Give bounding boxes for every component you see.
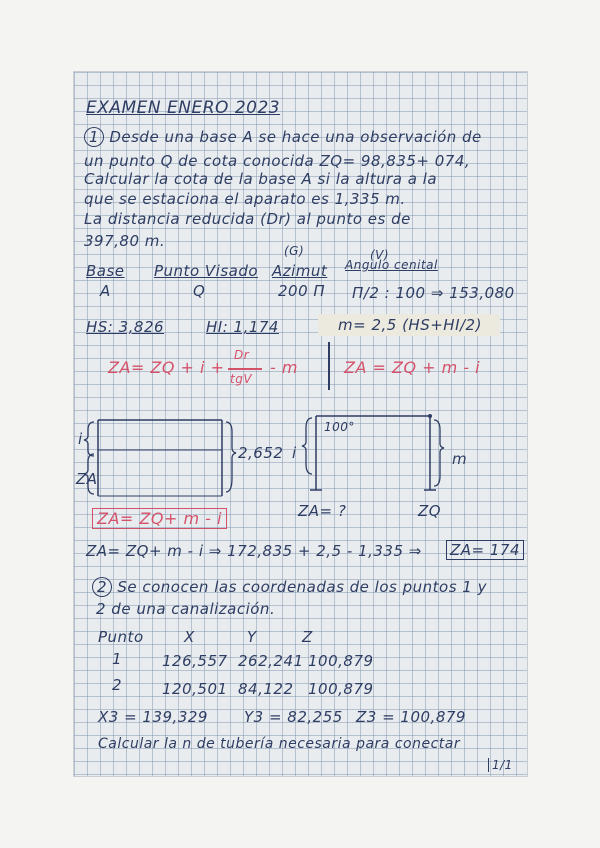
table2-row1-z: 100,879 — [308, 652, 374, 670]
fraction-bar — [228, 368, 262, 370]
table-header-azimut: Azimut — [272, 262, 328, 280]
problem2-line2: 2 de una canalización. — [96, 600, 276, 618]
diagram-right-label-za: ZA= ? — [298, 502, 347, 520]
table-row-angle: Π/2 : 100 ⇒ 153,080 — [352, 284, 515, 302]
hs-value: HS: 3,826 — [86, 318, 165, 336]
table2-row2-punto: 2 — [112, 676, 123, 694]
formula-divider — [328, 342, 330, 390]
formula-frac-den: tgV — [230, 372, 253, 386]
table-header-point: Punto Visado — [154, 262, 259, 280]
diagram-right-label-m: m — [452, 450, 468, 468]
azimut-above: (G) — [284, 244, 305, 258]
table2-row1-punto: 1 — [112, 650, 123, 668]
formula-frac-num: Dr — [234, 348, 250, 362]
diagram-left-label-value: 2,652 — [238, 444, 284, 462]
table2-row2-x: 120,501 — [162, 680, 228, 698]
problem2-last-line: Calcular la n de tubería necesaria para conectar — [98, 736, 461, 752]
problem1-line4: que se estaciona el aparato es 1,335 m. — [84, 190, 406, 208]
y3-value: Y3 = 82,255 — [244, 708, 343, 726]
result-line: ZA= ZQ+ m - i ⇒ 172,835 + 2,5 - 1,335 ⇒ — [86, 542, 422, 560]
table-header-angle: Angulo cenital — [345, 258, 438, 272]
formula-left-tail: - m — [270, 358, 298, 377]
table2-header-punto: Punto — [98, 628, 144, 646]
problem2-line1-text: Se conocen las coordenadas de los puntos 1 y — [117, 578, 487, 596]
problem1-line1-text: Desde una base A se hace una observación de — [109, 128, 482, 146]
page-mark: 1/1 — [488, 758, 513, 772]
problem1-line1 — [84, 128, 482, 146]
exam-title: EXAMEN ENERO 2023 — [86, 98, 281, 118]
m-formula: m= 2,5 (HS+HI/2) — [338, 316, 482, 334]
table-row-azimut: 200 Π — [278, 282, 326, 300]
diagram-left-label-za: ZA — [76, 470, 98, 488]
diagram-right-angle: 100° — [324, 420, 355, 434]
problem1-line6: 397,80 m. — [84, 232, 166, 250]
formula-right: ZA = ZQ + m - i — [344, 358, 481, 377]
hi-value: HI: 1,174 — [206, 318, 279, 336]
boxed-formula: ZA= ZQ+ m - i — [92, 508, 227, 529]
diagram-right-label-i: i — [292, 444, 297, 462]
table2-header-x: X — [184, 628, 195, 646]
diagram-left-label-i: i — [78, 430, 83, 448]
table-row-point: Q — [193, 282, 206, 300]
diagram-right-label-zq: ZQ — [418, 502, 442, 520]
table2-row1-y: 262,241 — [238, 652, 304, 670]
formula-left-main: ZA= ZQ + i + — [108, 358, 225, 377]
table2-row1-x: 126,557 — [162, 652, 228, 670]
problem1-line5: La distancia reducida (Dr) al punto es de — [84, 210, 411, 228]
table2-header-y: Y — [247, 628, 257, 646]
x3-value: X3 = 139,329 — [98, 708, 208, 726]
problem1-line2: un punto Q de cota conocida ZQ= 98,835+ 074, — [84, 152, 471, 170]
z3-value: Z3 = 100,879 — [356, 708, 466, 726]
table2-header-z: Z — [302, 628, 313, 646]
problem1-number: 1 — [84, 127, 104, 147]
table-row-base: A — [100, 282, 111, 300]
problem2-number: 2 — [92, 577, 112, 597]
result-box: ZA= 174 — [446, 540, 524, 560]
table2-row2-y: 84,122 — [238, 680, 294, 698]
problem1-line3: Calcular la cota de la base A si la altura a la — [84, 170, 438, 188]
table2-row2-z: 100,879 — [308, 680, 374, 698]
table-header-base: Base — [86, 262, 125, 280]
angle-above: (V) — [370, 248, 390, 262]
problem2-line1 — [92, 578, 487, 596]
